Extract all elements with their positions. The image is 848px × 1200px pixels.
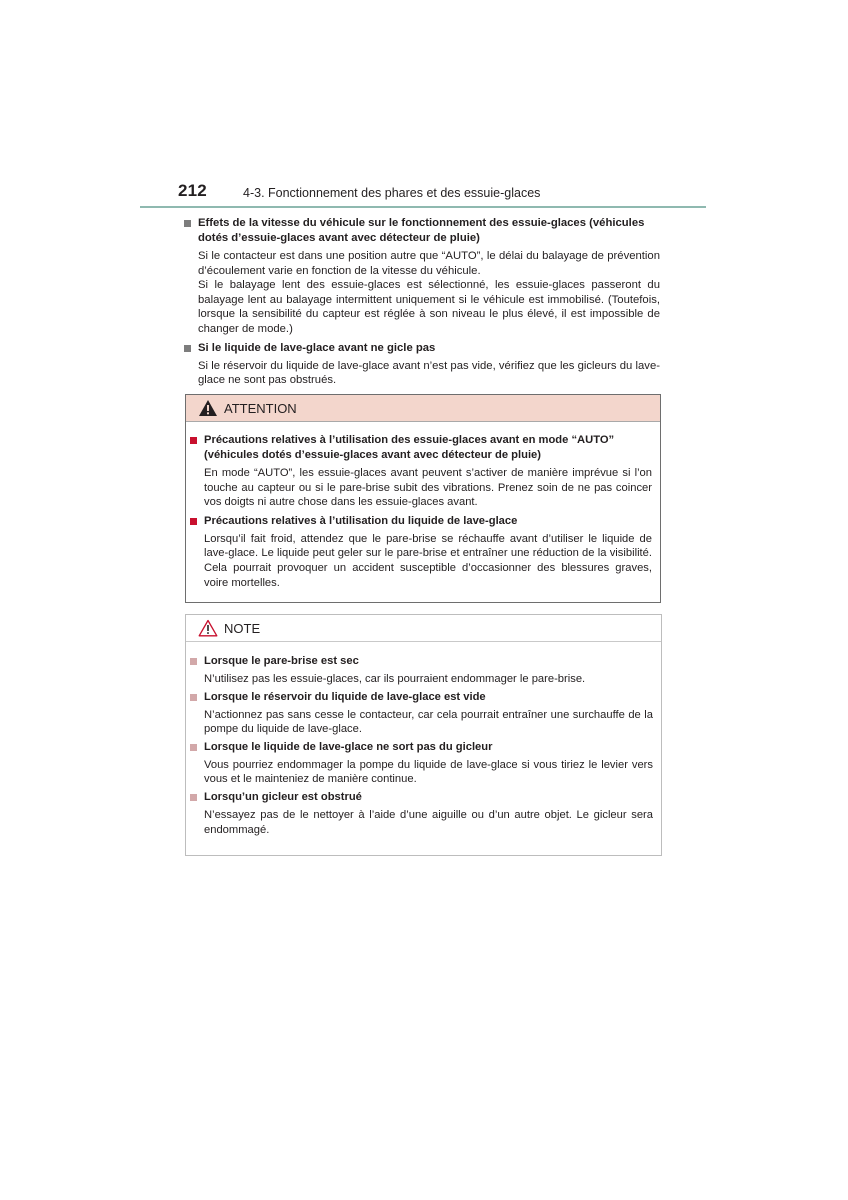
page-number: 212 [178,181,207,200]
paragraph: En mode “AUTO”, les essuie-glaces avant peuvent s’activer de manière imprévue si l’on touche au capteur ou si le pare-brise subit des vibrations. Prenez soin de ne pas coincer vos doigts ni autre chose dans les essuie-glaces avant. [204,467,652,509]
warning-triangle-outline-icon [198,619,218,637]
section-heading [184,216,660,246]
section-heading-text: Lorsque le pare-brise est sec [204,655,359,667]
section-heading [190,654,653,669]
attention-title: ATTENTION [224,400,297,416]
chapter-title: 4-3. Fonctionnement des phares et des essuie-glaces [243,186,541,200]
section-heading-text: Lorsqu’un gicleur est obstrué [204,790,362,803]
section-heading [190,740,653,755]
square-bullet-icon [190,694,197,701]
square-bullet-icon [184,345,191,352]
paragraph: Si le contacteur est dans une position autre que “AUTO”, le délai du balayage de prévention d’écoulement varie en fonction de la vitesse du véhicule. [198,250,660,277]
attention-header [186,395,660,422]
attention-box [185,394,661,603]
note-section [190,690,653,737]
note-section [190,654,653,687]
paragraph: Lorsqu’il fait froid, attendez que le pare-brise se réchauffe avant d’utiliser le liquide de lave-glace. Le liquide peut geler sur le pare-brise et entraîner une réduction de la visibilité. Cela pourrait provoquer un accident susceptible d’occasionner des blessures graves, voire mortelles. [204,532,652,589]
section-heading-text: Effets de la vitesse du véhicule sur le fonctionnement des essuie-glaces (véhicules dotés d’essuie-glaces avant avec détecteur de pluie) [198,217,645,244]
square-bullet-icon [190,437,197,444]
section-heading-text: Lorsque le réservoir du liquide de lave-glace est vide [204,690,486,703]
paragraph: N’actionnez pas sans cesse le contacteur, car cela pourrait entraîner une surchauffe de la pompe du liquide de lave-glace. [204,708,653,736]
body-section [184,216,660,337]
square-bullet-icon [190,794,197,801]
section-heading-text: Précautions relatives à l’utilisation des essuie-glaces avant en mode “AUTO” (véhicules dotés d’essuie-glaces avant avec détecteur de pluie) [204,434,615,461]
note-content [186,642,661,837]
warning-triangle-icon [198,399,218,417]
section-heading [190,790,653,805]
attention-section [190,514,652,590]
paragraph: Vous pourriez endommager la pompe du liquide de lave-glace si vous tiriez le levier vers vous et le mainteniez de manière continue. [204,758,653,786]
paragraph: Si le balayage lent des essuie-glaces est sélectionné, les essuie-glaces passeront du balayage lent au balayage intermittent uniquement si le véhicule est immobilisé. (Toutefois, lorsque la sensibilité du capteur est réglée à son niveau le plus élevé, il est impossible de changer de mode.) [198,279,660,335]
header-rule [140,206,706,208]
square-bullet-icon [190,744,197,751]
note-section [190,740,653,787]
section-heading-text: Précautions relatives à l’utilisation du liquide de lave-glace [204,514,518,527]
paragraph: N’utilisez pas les essuie-glaces, car ils pourraient endommager le pare-brise. [204,673,586,685]
section-heading-text: Si le liquide de lave-glace avant ne gicle pas [198,341,436,354]
note-title: NOTE [224,620,261,636]
body-content [184,216,660,392]
section-heading-text: Lorsque le liquide de lave-glace ne sort pas du gicleur [204,740,493,753]
square-bullet-icon [190,658,197,665]
attention-section [190,433,652,510]
square-bullet-icon [190,518,197,525]
note-header [186,615,661,642]
paragraph: N’essayez pas de le nettoyer à l’aide d’une aiguille ou d’un autre objet. Le gicleur sera endommagé. [204,808,653,836]
paragraph: Si le réservoir du liquide de lave-glace avant n’est pas vide, vérifiez que les gicleurs du lave-glace ne sont pas obstrués. [198,359,660,387]
note-section [190,790,653,837]
attention-content [186,422,660,590]
section-heading [184,341,660,356]
note-box [185,614,662,856]
section-heading [190,514,652,529]
body-section [184,341,660,388]
section-heading [190,433,652,463]
section-heading [190,690,653,705]
square-bullet-icon [184,220,191,227]
